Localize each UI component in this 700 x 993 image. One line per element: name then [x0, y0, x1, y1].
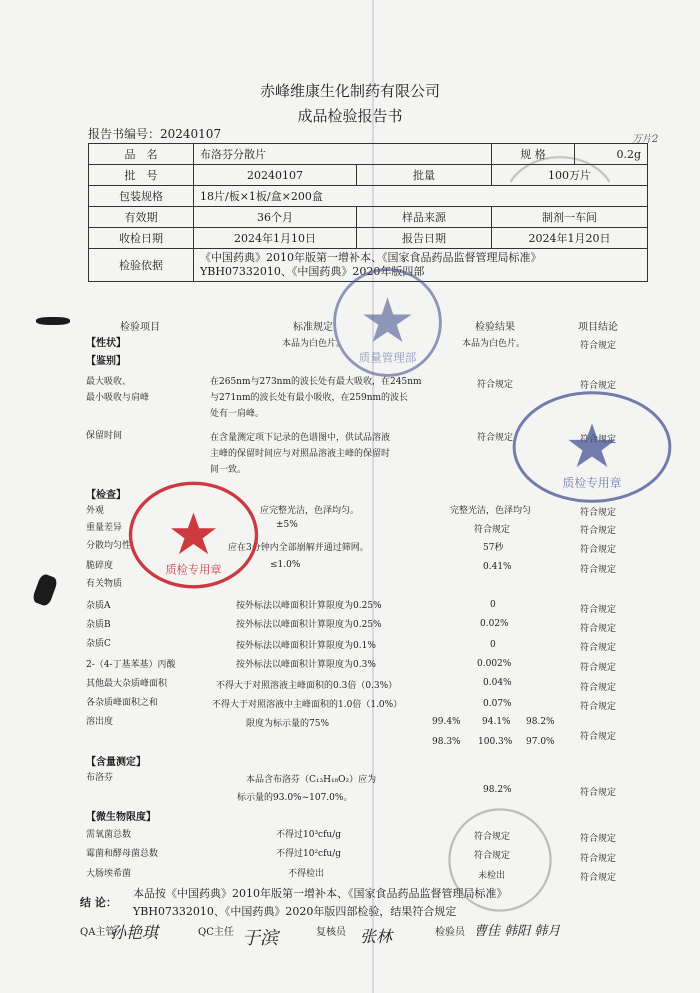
- recv-value: 2024年1月10日: [194, 228, 357, 249]
- friability-item: 脆碎度: [86, 561, 114, 571]
- source-label: 样品来源: [357, 207, 492, 228]
- validity-value: 36个月: [194, 207, 357, 228]
- inspector-signature: 曹佳 韩阳 韩月: [474, 924, 561, 939]
- product-value: 布洛芬分散片: [194, 144, 492, 165]
- mold-res: 符合规定: [474, 851, 511, 861]
- friability-con: 符合规定: [580, 565, 617, 575]
- traits-res: 本品为白色片。: [462, 339, 526, 349]
- rt-std1: 在含量测定项下记录的色谱图中，供试品溶液: [210, 433, 391, 443]
- rt-res: 符合规定: [477, 433, 514, 443]
- assay-std1: 本品含布洛芬（C₁₃H₁₈O₂）应为: [246, 775, 377, 785]
- impC-res: 0: [490, 640, 496, 650]
- col-standard: 标准规定: [293, 322, 333, 333]
- qa-label: QA主管: [80, 927, 116, 938]
- col-item: 检验项目: [120, 322, 160, 333]
- dissolution-v6: 97.0%: [526, 737, 555, 747]
- impSum-item: 各杂质峰面积之和: [86, 698, 159, 708]
- imp4-item: 2-（4-丁基苯基）丙酸: [86, 660, 176, 670]
- batch-value: 20240107: [194, 165, 357, 186]
- assay-std2: 标示量的93.0%~107.0%。: [237, 793, 353, 803]
- review-label: 复核员: [316, 927, 346, 938]
- qa-dept-seal: [330, 265, 445, 380]
- spec-label: 规 格: [492, 144, 575, 165]
- aerobic-res: 符合规定: [474, 832, 511, 842]
- related-item: 有关物质: [86, 579, 123, 589]
- uv-item1: 最大吸收、: [86, 377, 132, 387]
- disperse-item: 分散均匀性: [86, 541, 132, 551]
- impA-std: 按外标法以峰面积计算限度为0.25%: [236, 601, 382, 611]
- basis-line1: 《中国药典》2010年版第一增补本、《国家食品药品监督管理局标准》: [200, 251, 542, 264]
- handwritten-note: 万片2: [632, 134, 659, 145]
- rt-item: 保留时间: [86, 431, 123, 441]
- disperse-con: 符合规定: [580, 545, 617, 555]
- appearance-std: 应完整光洁，色泽均匀。: [260, 506, 360, 516]
- mold-std: 不得过10²cfu/g: [276, 849, 342, 859]
- ecoli-std: 不得检出: [288, 869, 325, 879]
- review-signature: 张林: [360, 927, 393, 946]
- report-date-label: 报告日期: [357, 228, 492, 249]
- mold-item: 霉菌和酵母菌总数: [86, 849, 159, 859]
- ecoli-con: 符合规定: [580, 873, 617, 883]
- aerobic-item: 需氧菌总数: [86, 830, 132, 840]
- disperse-res: 57秒: [483, 543, 504, 553]
- impC-con: 符合规定: [580, 643, 617, 653]
- traits-con: 符合规定: [580, 341, 617, 351]
- rt-std3: 间一致。: [210, 465, 247, 475]
- weight-item: 重量差异: [86, 523, 123, 533]
- impMax-res: 0.04%: [483, 678, 512, 688]
- friability-std: ≤1.0%: [270, 560, 301, 570]
- appearance-item: 外观: [86, 506, 105, 516]
- dissolution-item: 溶出度: [86, 717, 114, 727]
- qa-signature: 孙艳琪: [110, 923, 159, 942]
- friability-res: 0.41%: [483, 562, 512, 572]
- appearance-con: 符合规定: [580, 508, 617, 518]
- svg-text:质量管理部: 质量管理部: [358, 350, 417, 365]
- imp4-con: 符合规定: [580, 663, 617, 673]
- col-result: 检验结果: [475, 322, 515, 333]
- col-conclusion: 项目结论: [578, 322, 618, 333]
- section-micro: 【微生物限度】: [86, 812, 156, 823]
- trade-seal-red: [126, 476, 261, 594]
- dissolution-v5: 100.3%: [478, 737, 513, 747]
- assay-con: 符合规定: [580, 788, 617, 798]
- impSum-con: 符合规定: [580, 702, 617, 712]
- conclusion-line2: YBH07332010、《中国药典》2020年版四部检验，结果符合规定: [133, 905, 457, 918]
- pack-value: 18片/板×1板/盒×200盒: [194, 186, 648, 207]
- aerobic-con: 符合规定: [580, 834, 617, 844]
- company-name: 赤峰维康生化制药有限公司: [259, 82, 440, 100]
- dissolution-v1: 99.4%: [432, 717, 461, 727]
- impMax-item: 其他最大杂质峰面积: [86, 679, 168, 689]
- qc-label: QC主任: [198, 927, 234, 938]
- qc-signature: 于滨: [242, 928, 278, 949]
- section-traits: 【性状】: [86, 338, 126, 349]
- report-title: 成品检验报告书: [297, 107, 403, 125]
- impC-item: 杂质C: [86, 639, 111, 649]
- qty-value: 100万片: [492, 165, 648, 186]
- conclusion-label: 结 论：: [80, 896, 117, 909]
- weight-std: ±5%: [276, 520, 298, 530]
- dissolution-v2: 94.1%: [482, 717, 511, 727]
- ecoli-item: 大肠埃希菌: [86, 869, 132, 879]
- impA-item: 杂质A: [86, 601, 111, 611]
- trade-seal-blue: [508, 388, 676, 506]
- uv-res: 符合规定: [477, 380, 514, 390]
- rt-std2: 主峰的保留时间应与对照品溶液主峰的保留时: [210, 449, 391, 459]
- uv-std3: 处有一肩峰。: [210, 409, 265, 419]
- dissolution-con: 符合规定: [580, 732, 617, 742]
- pack-label: 包装规格: [89, 186, 194, 207]
- conclusion-line1: 本品按《中国药典》2010年版第一增补本、《国家食品药品监督管理局标准》: [133, 887, 508, 900]
- svg-text:质检专用章: 质检专用章: [165, 563, 222, 577]
- dissolution-std: 限度为标示量的75%: [246, 719, 330, 729]
- ecoli-res: 未检出: [478, 871, 506, 881]
- impB-std: 按外标法以峰面积计算限度为0.25%: [236, 620, 382, 630]
- imp4-std: 按外标法以峰面积计算限度为0.3%: [236, 660, 376, 670]
- impMax-con: 符合规定: [580, 683, 617, 693]
- appearance-res: 完整光洁，色泽均匀: [450, 506, 532, 516]
- impSum-std: 不得大于对照溶液中主峰面积的1.0倍（1.0%）: [212, 700, 403, 710]
- basis-label: 检验依据: [89, 249, 194, 282]
- batch-label: 批 号: [89, 165, 194, 186]
- impMax-std: 不得大于对照溶液主峰面积的0.3倍（0.3%）: [216, 681, 398, 691]
- impA-con: 符合规定: [580, 605, 617, 615]
- impC-std: 按外标法以峰面积计算限度为0.1%: [236, 641, 376, 651]
- recv-label: 收检日期: [89, 228, 194, 249]
- weight-res: 符合规定: [474, 525, 511, 535]
- report-number: 报告书编号：20240107: [88, 127, 222, 141]
- section-check: 【检查】: [86, 490, 126, 501]
- imp4-res: 0.002%: [477, 659, 512, 669]
- dissolution-v3: 98.2%: [526, 717, 555, 727]
- section-ident: 【鉴别】: [86, 356, 126, 367]
- disperse-std: 应在3分钟内全部崩解并通过筛网。: [228, 543, 369, 553]
- aerobic-std: 不得过10³cfu/g: [276, 830, 342, 840]
- spec-value: 0.2g: [575, 144, 648, 165]
- mold-con: 符合规定: [580, 854, 617, 864]
- impSum-res: 0.07%: [483, 699, 512, 709]
- report-date-value: 2024年1月20日: [492, 228, 648, 249]
- inspector-label: 检验员: [435, 927, 465, 938]
- traits-std: 本品为白色片。: [282, 339, 346, 349]
- svg-text:质检专用章: 质检专用章: [562, 476, 622, 491]
- impA-res: 0: [490, 600, 496, 610]
- uv-item2: 最小吸收与肩峰: [86, 393, 150, 403]
- assay-item: 布洛芬: [86, 773, 114, 783]
- section-assay: 【含量测定】: [86, 757, 146, 768]
- faint-seal: [440, 805, 560, 915]
- source-value: 制剂一车间: [492, 207, 648, 228]
- uv-std1: 在265nm与273nm的波长处有最大吸收，在245nm: [210, 377, 422, 387]
- dissolution-v4: 98.3%: [432, 737, 461, 747]
- impB-con: 符合规定: [580, 624, 617, 634]
- qty-label: 批量: [357, 165, 492, 186]
- product-label: 品 名: [89, 144, 194, 165]
- impB-res: 0.02%: [480, 619, 509, 629]
- uv-std2: 与271nm的波长处有最小吸收，在259nm的波长: [210, 393, 409, 403]
- basis-line2: YBH07332010、《中国药典》2020年版四部: [200, 265, 425, 278]
- impB-item: 杂质B: [86, 620, 111, 630]
- validity-label: 有效期: [89, 207, 194, 228]
- uv-con: 符合规定: [580, 381, 617, 391]
- assay-res: 98.2%: [483, 785, 512, 795]
- weight-con: 符合规定: [580, 526, 617, 536]
- faint-seal-top: [505, 130, 615, 190]
